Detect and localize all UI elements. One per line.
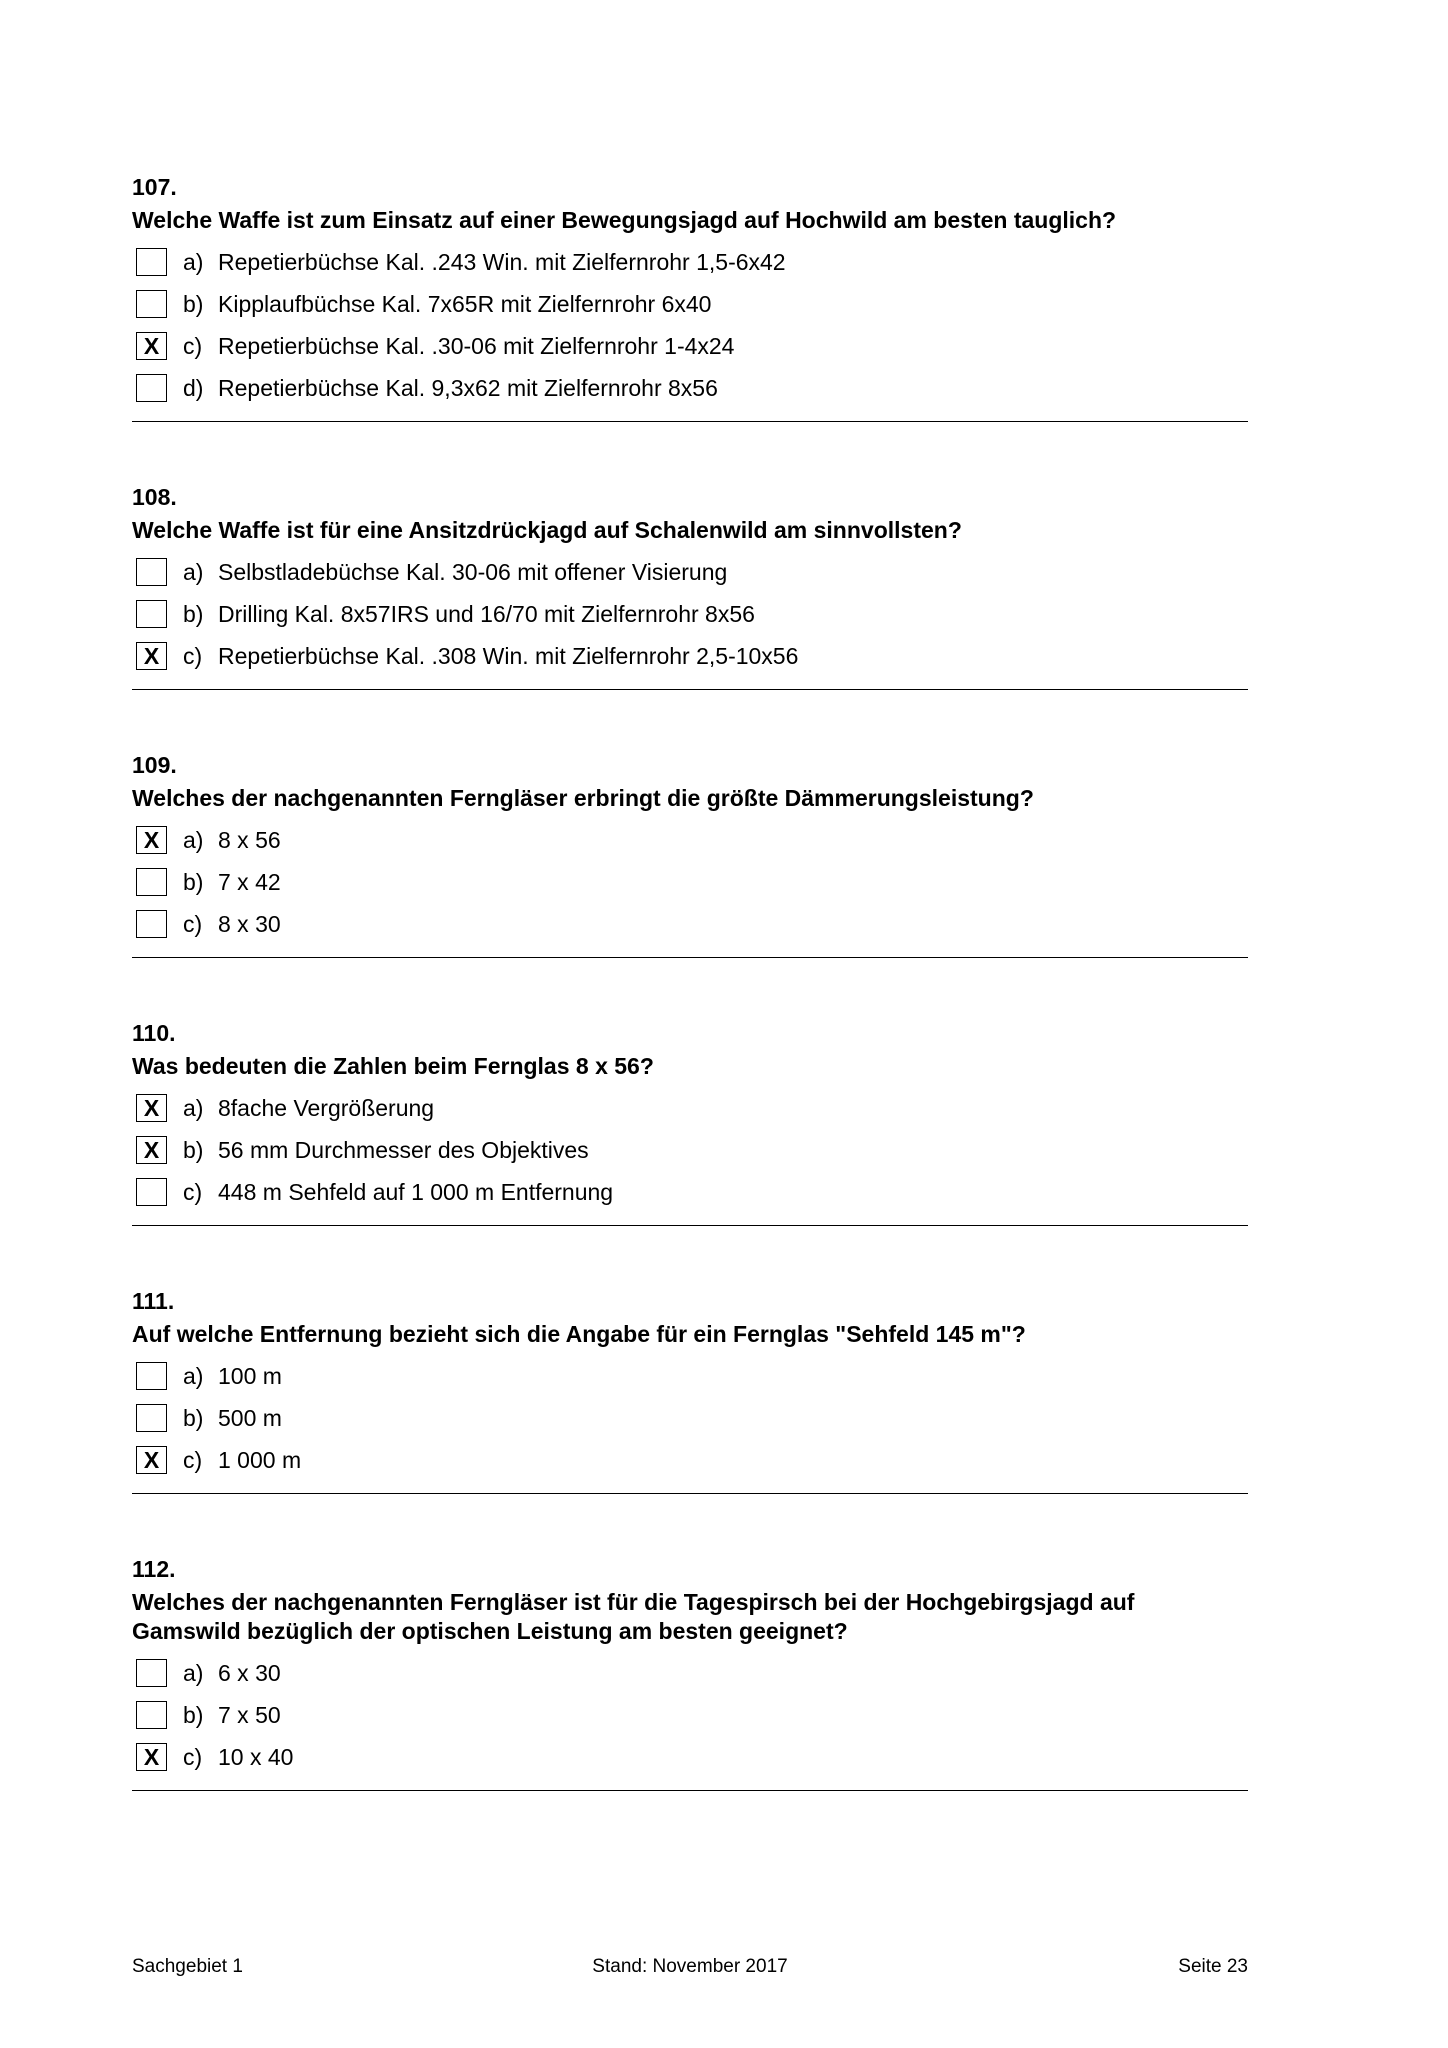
question-text: Was bedeuten die Zahlen beim Fernglas 8 x 56? [132, 1053, 654, 1079]
answer-option [132, 367, 1248, 409]
option-letter: c) [183, 642, 203, 669]
question-110 [132, 1014, 1248, 1226]
option-letter: a) [183, 1094, 204, 1121]
option-text: Repetierbüchse Kal. .30-06 mit Zielfernrohr 1-4x24 [218, 332, 735, 359]
answer-checkbox[interactable] [136, 1701, 167, 1729]
option-text: Kipplaufbüchse Kal. 7x65R mit Zielfernrohr 6x40 [218, 290, 712, 317]
option-text: Repetierbüchse Kal. .308 Win. mit Zielfernrohr 2,5-10x56 [218, 642, 799, 669]
answer-checkbox[interactable] [136, 374, 167, 402]
option-letter: c) [183, 910, 203, 937]
answer-option [132, 861, 1248, 903]
option-text: Selbstladebüchse Kal. 30-06 mit offener Visierung [218, 558, 728, 585]
option-letter: b) [183, 290, 204, 317]
answer-checkbox[interactable] [136, 558, 167, 586]
option-letter: c) [183, 332, 203, 359]
option-text: Drilling Kal. 8x57IRS und 16/70 mit Zielfernrohr 8x56 [218, 600, 755, 627]
option-letter: b) [183, 868, 204, 895]
answer-option [132, 1694, 1248, 1736]
answer-option [132, 819, 1248, 861]
question-text: Welches der nachgenannten Ferngläser erbringt die größte Dämmerungsleistung? [132, 785, 1034, 811]
answer-checkbox[interactable] [136, 290, 167, 318]
option-text: 500 m [218, 1404, 282, 1431]
option-letter: c) [183, 1743, 203, 1770]
question-number: 109. [132, 752, 177, 778]
option-letter: c) [183, 1446, 203, 1473]
answer-checkbox[interactable]: X [136, 642, 167, 670]
question-109 [132, 746, 1248, 958]
footer-page-number: Seite 23 [1178, 1956, 1248, 1977]
answer-checkbox[interactable]: X [136, 332, 167, 360]
option-letter: a) [183, 558, 204, 585]
page-footer [132, 1956, 1248, 1982]
answer-checkbox[interactable]: X [136, 1446, 167, 1474]
answer-option [132, 325, 1248, 367]
option-letter: b) [183, 600, 204, 627]
answer-option [132, 1087, 1248, 1129]
question-112 [132, 1550, 1248, 1791]
option-text: 100 m [218, 1362, 282, 1389]
question-number: 110. [132, 1020, 176, 1046]
option-letter: a) [183, 1659, 204, 1686]
option-letter: b) [183, 1136, 204, 1163]
answer-checkbox[interactable]: X [136, 1136, 167, 1164]
answer-checkbox[interactable]: X [136, 1743, 167, 1771]
option-text: 1 000 m [218, 1446, 302, 1473]
answer-checkbox[interactable] [136, 868, 167, 896]
question-text: Auf welche Entfernung bezieht sich die Angabe für ein Fernglas "Sehfeld 145 m"? [132, 1321, 1026, 1347]
option-letter: b) [183, 1701, 204, 1728]
answer-option [132, 593, 1248, 635]
question-111 [132, 1282, 1248, 1494]
option-text: 8 x 30 [218, 910, 281, 937]
question-108 [132, 478, 1248, 690]
answer-option [132, 1129, 1248, 1171]
question-text: Welches der nachgenannten Ferngläser ist für die Tagespirsch bei der Hochgebirgsjagd auf Gamswild bezüglich der optischen Leistung am besten geeignet? [132, 1589, 1135, 1644]
answer-checkbox[interactable] [136, 910, 167, 938]
option-text: 7 x 50 [218, 1701, 281, 1728]
answer-option [132, 1439, 1248, 1481]
answer-option [132, 241, 1248, 283]
question-number: 111. [132, 1288, 175, 1314]
option-letter: a) [183, 1362, 204, 1389]
option-text: Repetierbüchse Kal. 9,3x62 mit Zielfernrohr 8x56 [218, 374, 718, 401]
option-text: 8 x 56 [218, 826, 281, 853]
answer-option [132, 1171, 1248, 1213]
option-letter: c) [183, 1178, 203, 1205]
answer-option [132, 283, 1248, 325]
footer-date: Stand: November 2017 [592, 1956, 788, 1977]
footer-section: Sachgebiet 1 [132, 1956, 243, 1977]
answer-option [132, 903, 1248, 945]
answer-option [132, 1355, 1248, 1397]
question-number: 112. [132, 1556, 176, 1582]
option-text: Repetierbüchse Kal. .243 Win. mit Zielfernrohr 1,5-6x42 [218, 248, 786, 275]
option-letter: b) [183, 1404, 204, 1431]
question-number: 108. [132, 484, 177, 510]
answer-option [132, 551, 1248, 593]
option-letter: a) [183, 826, 204, 853]
answer-checkbox[interactable]: X [136, 1094, 167, 1122]
option-text: 448 m Sehfeld auf 1 000 m Entfernung [218, 1178, 614, 1205]
option-letter: d) [183, 374, 204, 401]
answer-checkbox[interactable]: X [136, 826, 167, 854]
answer-option [132, 1736, 1248, 1778]
answer-checkbox[interactable] [136, 1404, 167, 1432]
question-text: Welche Waffe ist für eine Ansitzdrückjagd auf Schalenwild am sinnvollsten? [132, 517, 962, 543]
answer-checkbox[interactable] [136, 600, 167, 628]
answer-checkbox[interactable] [136, 1178, 167, 1206]
option-text: 6 x 30 [218, 1659, 281, 1686]
answer-checkbox[interactable] [136, 1659, 167, 1687]
answer-option [132, 1652, 1248, 1694]
question-107 [132, 168, 1248, 422]
answer-checkbox[interactable] [136, 1362, 167, 1390]
question-list [132, 168, 1248, 1847]
answer-option [132, 635, 1248, 677]
option-text: 7 x 42 [218, 868, 281, 895]
answer-checkbox[interactable] [136, 248, 167, 276]
question-text: Welche Waffe ist zum Einsatz auf einer Bewegungsjagd auf Hochwild am besten tauglich? [132, 207, 1117, 233]
option-text: 8fache Vergrößerung [218, 1094, 435, 1121]
question-number: 107. [132, 174, 177, 200]
option-letter: a) [183, 248, 204, 275]
option-text: 10 x 40 [218, 1743, 294, 1770]
answer-option [132, 1397, 1248, 1439]
option-text: 56 mm Durchmesser des Objektives [218, 1136, 589, 1163]
